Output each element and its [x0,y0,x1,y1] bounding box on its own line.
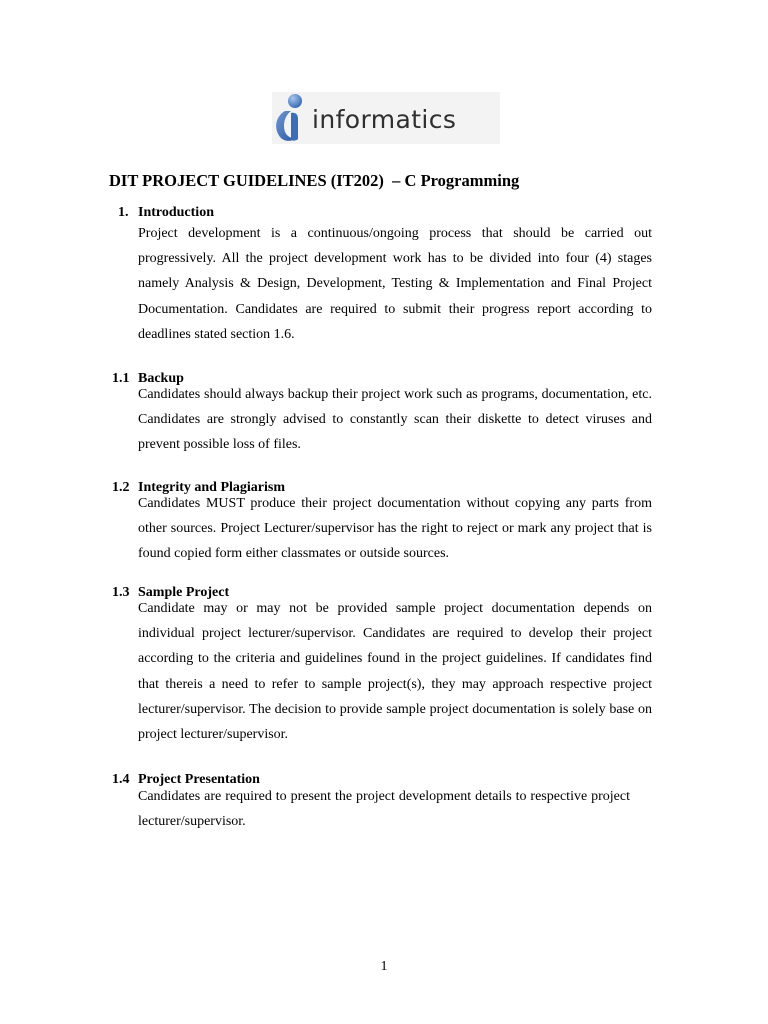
page-number: 1 [380,959,388,974]
section-body-introduction: Project development is a continuous/ongoing process that should be carried out progressively. All the project development work has to be divided into four (4) stages namely Analysis & Design, Development, Testing & Implementation and Final Project Documentation. Candidates are required to submit their progress report according to deadlines stated section 1.6. [138,226,652,342]
logo-wordmark: informatics [312,105,457,134]
section-heading-integrity: Integrity and Plagiarism [138,480,285,495]
informatics-logo [272,92,500,144]
section-number: 1.3 [112,585,130,600]
section-body-project-presentation: Candidates are required to present the project development details to respective project lecturer/supervisor. [138,789,630,830]
section-heading-backup: Backup [138,371,184,386]
section-number: 1.4 [112,772,130,787]
document-title: DIT PROJECT GUIDELINES (IT202) – C Programming [109,171,520,190]
section-heading-introduction: Introduction [138,205,214,220]
section-heading-project-presentation: Project Presentation [138,772,260,787]
section-body-sample-project: Candidate may or may not be provided sample project documentation depends on individual project lecturer/supervisor. Candidates are required to develop their project according to the criteria and guidelines found in the project guidelines. If candidates find that thereis a need to refer to sample project(s), they may approach respective project lecturer/supervisor. The decision to provide sample project documentation is solely base on project lecturer/supervisor. [138,601,652,743]
section-heading-sample-project: Sample Project [138,585,230,600]
section-body-integrity: Candidates MUST produce their project documentation without copying any parts from other sources. Project Lecturer/supervisor has the right to reject or mark any project that is found copied form either classmates or outside sources. [138,496,652,562]
section-number: 1. [118,205,129,220]
section-body-backup: Candidates should always backup their project work such as programs, documentation, etc. Candidates are strongly advised to constantly scan their diskette to detect viruses and prevent possible loss of files. [138,387,652,453]
section-number: 1.2 [112,480,130,495]
section-number: 1.1 [112,371,130,386]
